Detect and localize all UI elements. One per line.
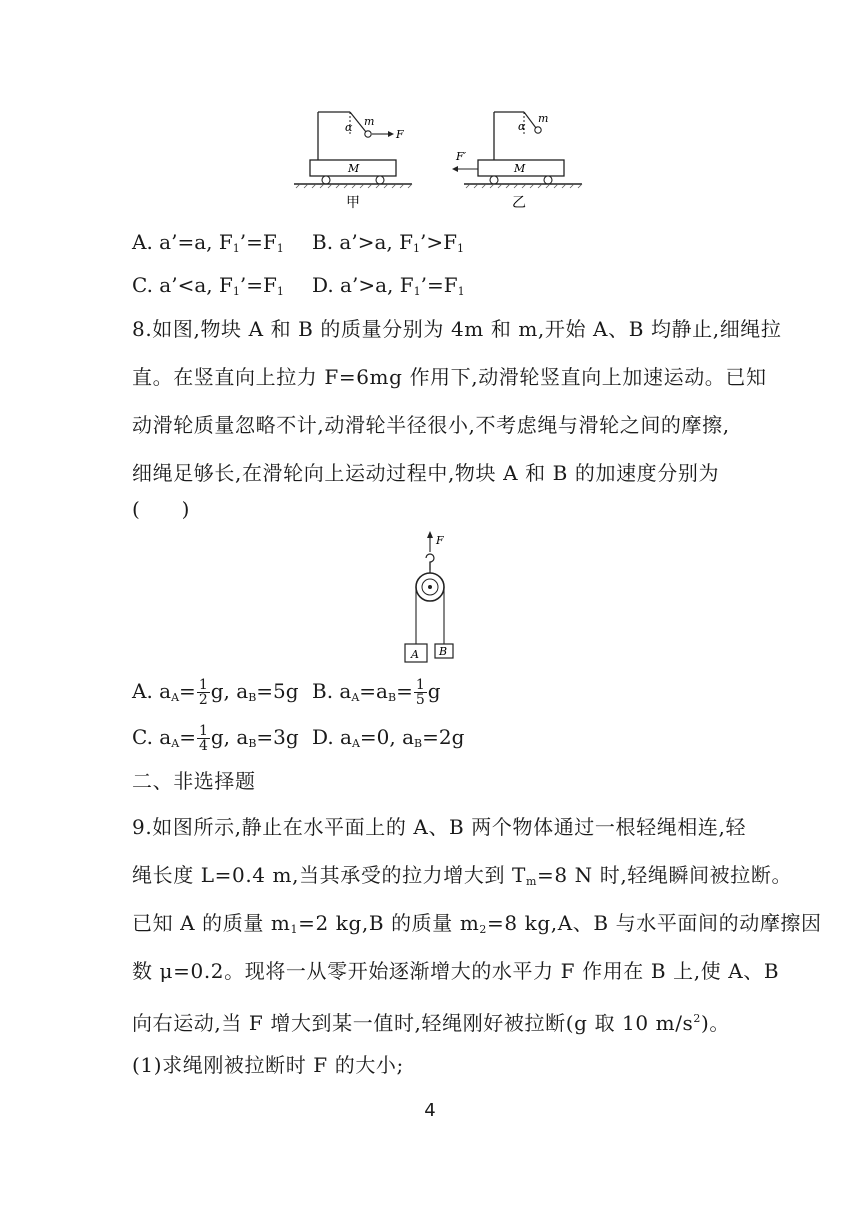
q7-option-d: D. a’>a, $F_1’=F_1$ — [312, 273, 465, 298]
figure-left-cart — [294, 112, 412, 211]
q9-line-3: 已知 A 的质量 $m_1=2$ kg,B 的质量 $m_2=8$ kg,A、B 与水平面间的动摩擦因 — [132, 911, 822, 936]
q8-line-3: 动滑轮质量忽略不计,动滑轮半径很小,不考虑绳与滑轮之间的摩擦, — [132, 413, 730, 437]
q9-subquestion-1: (1)求绳刚被拉断时 F 的大小; — [132, 1053, 404, 1077]
q7-option-c: C. a’<a, $F_1’=F_1$ — [132, 273, 284, 298]
force-F-label-left: F — [396, 128, 404, 141]
block-b-label: B — [439, 645, 448, 658]
force-F-prime-label: F′ — [456, 150, 467, 163]
q9-line-1: 9.如图所示,静止在水平面上的 A、B 两个物体通过一根轻绳相连,轻 — [132, 815, 747, 839]
q8-line-1: 8.如图,物块 A 和 B 的质量分别为 4m 和 m,开始 A、B 均静止,细绳拉 — [132, 317, 782, 341]
q7-option-a: A. a’=a, $F_1’=F_1$ — [132, 230, 284, 255]
pulley-figure — [398, 530, 462, 668]
q8-option-b: B. $a_A=a_B=$ $\frac{1}{5}$ g — [312, 677, 441, 708]
mass-M-label-left: M — [348, 162, 360, 175]
q7-option-b: B. a’>a, $F_1’>F_1$ — [312, 230, 464, 255]
q9-line-2: 绳长度 L=0.4 m,当其承受的拉力增大到 $T_m=8$ N 时,轻绳瞬间被拉断。 — [132, 863, 793, 888]
q8-line-2: 直。在竖直向上拉力 F=6mg 作用下,动滑轮竖直向上加速运动。已知 — [132, 365, 767, 389]
mass-m-label-left: m — [364, 115, 375, 128]
q9-line-5: 向右运动,当 F 增大到某一值时,轻绳刚好被拉断(g 取 10 $m/s^2$)。 — [132, 1011, 731, 1035]
mass-m-label-right: m — [538, 112, 549, 125]
caption-jia: 甲 — [346, 195, 360, 211]
alpha-label-left: α — [345, 121, 353, 134]
q8-option-d: D. $a_A=0$, $a_B=2g$ — [312, 725, 465, 750]
figure-right-cart — [452, 112, 582, 211]
cart-pendulum-figure — [288, 108, 588, 212]
q8-option-c: C. $a_A=$ $\frac{1}{4}$ g, $a_B=3g$ — [132, 723, 299, 754]
q9-line-4: 数 μ=0.2。现将一从零开始逐渐增大的水平力 F 作用在 B 上,使 A、B — [132, 959, 780, 983]
alpha-label-right: α — [518, 120, 526, 133]
block-a-label: A — [411, 648, 419, 661]
section-title: 二、非选择题 — [132, 769, 256, 793]
q8-answer-blank: ( ) — [132, 497, 191, 521]
q8-line-4: 细绳足够长,在滑轮向上运动过程中,物块 A 和 B 的加速度分别为 — [132, 461, 720, 485]
caption-yi: 乙 — [512, 195, 526, 211]
q8-option-a: A. $a_A=$ $\frac{1}{2}$ g, $a_B=5g$ — [132, 677, 299, 708]
mass-M-label-right: M — [514, 162, 526, 175]
page-number: 4 — [424, 1100, 436, 1121]
pulley-force-label: F — [436, 534, 444, 547]
